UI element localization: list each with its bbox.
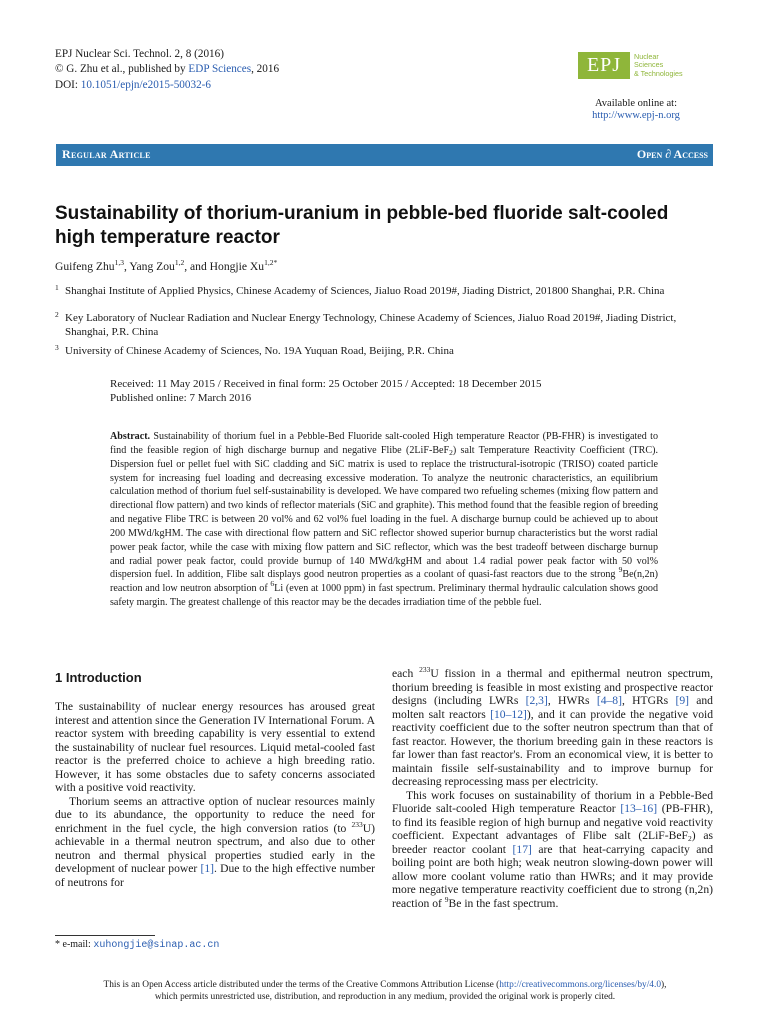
journal-citation: EPJ Nuclear Sci. Technol. 2, 8 (2016) — [55, 48, 224, 60]
section-heading-introduction: 1 Introduction — [55, 670, 142, 685]
author-name: Yang Zou — [129, 260, 175, 273]
journal-url-link[interactable]: http://www.epj-n.org — [592, 110, 680, 121]
copyright-line: © G. Zhu et al., published by EDP Sciences, 2016 — [55, 63, 280, 76]
author-name: Guifeng Zhu — [55, 260, 115, 273]
citation-link[interactable]: [13–16] — [620, 802, 658, 815]
abstract: Abstract. Sustainability of thorium fuel in a Pebble-Bed Fluoride salt-cooled High temperature Reactor (PB-FHR) is investigated to find the feasible region of high discharge burnup and negative Flibe (2LiF-BeF$_2$) salt Temperature Reactivity Coefficient (TRC). Dispersion fuel or pellet fuel with SiC cladding and SiC matrix is used to replace the tristructural-isotropic (TRISO) coated particle system for increasing fuel loading and decreasing excessive moderation. To analyze the neutronic characteristics, an equilibrium calculation method of thorium fuel self-sustainability is developed. We have compared two refueling schemes (mixing flow pattern and directional flow pattern) and two kinds of reflector materials (SiC and graphite). This method found that the feasible region of breeding and negative Flibe TRC is between 20 vol% and 62 vol% fuel loading in the fuel. A discharge burnup could be achieved up to about 200 MWd/kgHM. The case with directional flow pattern and SiC reflector showed superior burnup characteristics but the worst radial power peak factor, while the case with mixing flow pattern and SiC reflector, which was the best tradeoff between discharge burnup and radial power peak factor, could provide burnup of 140 MWd/kgHM and about 1.4 radial power peak factor with 50 vol% dispersion fuel. In addition, Flibe salt displays good neutron properties as a coolant of quasi-fast reactors due to the strong $^9$Be(n,2n) reaction and low neutron absorption of $^6$Li (even at 1000 ppm) in fast spectrum. Preliminary thermal hydraulic calculation shows good safety margin. The greatest challenge of this reactor may be the decades irradiation time of the pebble fuel. — [110, 431, 658, 609]
footnote: * e-mail: xuhongjie@sinap.ac.cn — [55, 939, 220, 951]
citation-link[interactable]: [10–12] — [490, 707, 527, 721]
email-link[interactable]: xuhongjie@sinap.ac.cn — [93, 940, 220, 951]
author-name: Hongjie Xu — [209, 260, 265, 273]
article-type-label: Regular Article — [62, 147, 151, 161]
license-notice: This is an Open Access article distributed under the terms of the Creative Commons Attribution License (http://creativecommons.org/licenses/by/4.0), which permits unrestricted use, distribution, and reproduction in any medium, provided the original work is properly cited. — [103, 980, 667, 1003]
paper-title: Sustainability of thorium-uranium in pebble-bed fluoride salt-cooled high temperature reactor — [55, 203, 669, 248]
open-access-label: Open ∂ Access — [636, 147, 708, 161]
abstract-label: Abstract. — [110, 431, 151, 442]
citation-link[interactable]: [4–8] — [596, 694, 622, 707]
epj-logo-text: Nuclear Sciences & Technologies — [634, 52, 683, 78]
author-list: Guifeng Zhu$^{1,3}$, Yang Zou$^{1,2}$, and Hongjie $Xu^{1,2*}$ — [55, 258, 278, 273]
license-link[interactable]: http://creativecommons.org/licenses/by/4.0 — [499, 980, 662, 990]
citation-link[interactable]: [2,3] — [525, 694, 548, 707]
citation-link[interactable]: [9] — [675, 694, 689, 707]
open-access-icon: ∂ — [665, 147, 672, 161]
paragraph: each $^{233}$U fission in a thermal and epithermal neutron spectrum, thorium breeding is feasible in most existing and prospective reactor designs (including LWRs [2,3], HWRs [4–8], HTGRs [9] and molten salt reactors [10–12]), and it can provide the negative void reactivity coefficient due to the softer neutron spectrum than that of fast reactor. However, the thorium breeding gain in these reactors is far lower than fast reactor's. From an economical view, it is better to maintain fissile self-sustainability and to improve burnup for decreasing reprocessing mass per electricity. — [392, 665, 714, 788]
paragraph: This work focuses on sustainability of thorium in a Pebble-Bed Fluoride salt-cooled High temperature Reactor [13–16] (PB-FHR), to find its feasible region of high burnup and negative void reactivity coefficient. Expectant advantages of Flibe salt (2LiF-BeF$_2$) as breeder reactor coolant [17] are that heat-carrying capacity and boiling point are both high; weak neutron slowing-down power will allow more coolant volume ratio than HWRs; and it may provide more negative temperature reactivity coefficient due to strong (n,2n) reaction of $^9$Be in the fast spectrum. — [392, 788, 713, 910]
body-column-left — [55, 700, 375, 889]
citation-link[interactable]: [17] — [512, 842, 532, 856]
available-online: Available online at: http://www.epj-n.org — [578, 98, 694, 122]
doi-line: DOI: 10.1051/epjn/e2015-50032-6 — [55, 78, 211, 91]
paragraph: Thorium seems an attractive option of nuclear resources mainly due to its abundance, the opportunity to reduce the need for enrichment in the fuel cycle, the high conversion ratios (to $^{233}$U) achievable in a thermal neutron spectrum, and also due to other neutron and thermal physical properties studied early in the development of nuclear power [1]. Due to the high effective number of neutrons for — [55, 794, 375, 889]
citation-link[interactable]: [1] — [200, 862, 214, 875]
paragraph: The sustainability of nuclear energy resources has aroused great interest and attention since the Generation IV International Forum. A reactor system with breeding capability is very essential to extend the sustainability of nuclear fuel resources. Liquid metal-cooled fast reactor is the preferred choice to achieve a high breeding ratio. However, it has some obstacles due to safety concerns associated with a positive void reactivity. — [55, 700, 375, 794]
epj-logo-mark: EPJ — [578, 52, 630, 79]
journal-header — [55, 47, 279, 93]
epj-logo — [578, 52, 696, 79]
footnote-rule — [55, 935, 155, 936]
body-column-right — [392, 667, 713, 910]
article-type-bar — [56, 144, 713, 166]
doi-link[interactable]: 10.1051/epjn/e2015-50032-6 — [80, 78, 211, 91]
publication-dates: Received: 11 May 2015 / Received in final form: 25 October 2015 / Accepted: 18 December 2015 Published online: 7 March 2016 — [110, 378, 542, 404]
publisher-link[interactable]: EDP Sciences — [188, 63, 252, 76]
